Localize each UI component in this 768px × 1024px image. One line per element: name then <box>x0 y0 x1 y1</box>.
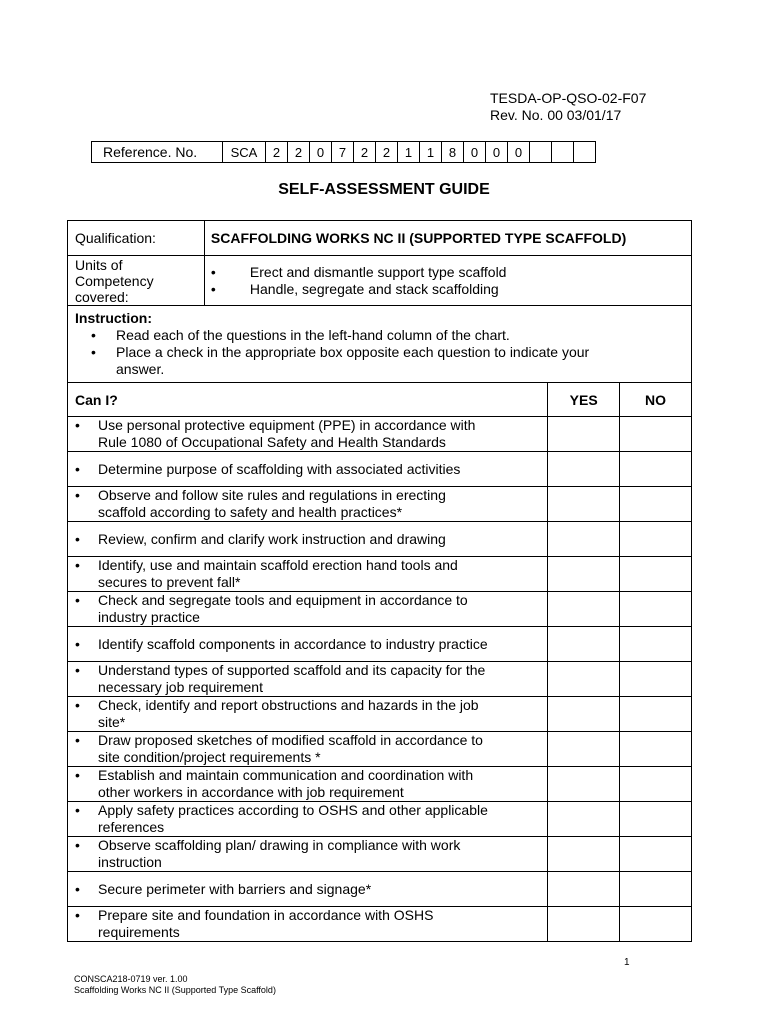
reference-digit: 2 <box>266 142 288 163</box>
yes-checkbox[interactable] <box>548 907 620 942</box>
checklist-row <box>68 732 692 767</box>
reference-digit: 2 <box>354 142 376 163</box>
bullet-icon: • <box>75 880 80 897</box>
footer-document-code: CONSCA218-0719 ver. 1.00 <box>74 974 188 984</box>
bullet-icon: • <box>75 460 80 477</box>
no-checkbox[interactable] <box>620 592 692 627</box>
checklist-row <box>68 592 692 627</box>
bullet-icon: • <box>75 635 80 652</box>
bullet-icon: • <box>75 907 80 923</box>
yes-checkbox[interactable] <box>548 732 620 767</box>
reference-label: Reference. No. <box>92 142 223 163</box>
no-checkbox[interactable] <box>620 697 692 732</box>
checklist-row <box>68 417 692 452</box>
revision-number: Rev. No. 00 03/01/17 <box>490 107 622 123</box>
yes-checkbox[interactable] <box>548 767 620 802</box>
checklist-row <box>68 522 692 557</box>
can-i-header: Can I? <box>68 383 548 417</box>
qualification-label: Qualification: <box>68 221 205 256</box>
yes-checkbox[interactable] <box>548 487 620 522</box>
instruction-item: • Read each of the questions in the left-hand column of the chart. <box>75 327 691 344</box>
question-text: Observe scaffolding plan/ drawing in compliance with work instruction <box>98 837 461 870</box>
yes-checkbox[interactable] <box>548 802 620 837</box>
question-text: Review, confirm and clarify work instruction and drawing <box>98 530 446 547</box>
no-checkbox[interactable] <box>620 767 692 802</box>
reference-digit: 0 <box>508 142 530 163</box>
question-text: Secure perimeter with barriers and signage* <box>98 880 372 897</box>
bullet-icon: • <box>75 530 80 547</box>
bullet-icon: • <box>75 732 80 748</box>
document-code <box>490 90 646 124</box>
question-text: Identify scaffold components in accordance to industry practice <box>98 635 488 652</box>
reference-prefix: SCA <box>223 142 266 163</box>
question-text: Understand types of supported scaffold and its capacity for the necessary job requirement <box>98 662 486 695</box>
yes-checkbox[interactable] <box>548 417 620 452</box>
yes-checkbox[interactable] <box>548 662 620 697</box>
instruction-item: • Place a check in the appropriate box opposite each question to indicate your answer. <box>75 344 691 378</box>
reference-digit: 0 <box>486 142 508 163</box>
checklist-row <box>68 487 692 522</box>
question-text: Establish and maintain communication and coordination with other workers in accordance with job requirement <box>98 767 474 800</box>
yes-checkbox[interactable] <box>548 697 620 732</box>
no-checkbox[interactable] <box>620 837 692 872</box>
reference-digit: 0 <box>464 142 486 163</box>
question-text: Apply safety practices according to OSHS and other applicable references <box>98 802 488 835</box>
question-text: Draw proposed sketches of modified scaffold in accordance to site condition/project requirements * <box>98 732 483 765</box>
units-row <box>68 256 692 306</box>
reference-digit <box>552 142 574 163</box>
bullet-icon: • <box>75 697 80 713</box>
bullet-icon: • <box>75 557 80 573</box>
unit-item: • Erect and dismantle support type scaffold <box>205 264 691 281</box>
checklist-row <box>68 837 692 872</box>
reference-digit: 2 <box>376 142 398 163</box>
checklist-row <box>68 907 692 942</box>
checklist-row <box>68 802 692 837</box>
yes-checkbox[interactable] <box>548 592 620 627</box>
bullet-icon: • <box>75 837 80 853</box>
no-checkbox[interactable] <box>620 662 692 697</box>
no-checkbox[interactable] <box>620 907 692 942</box>
checklist-row <box>68 872 692 907</box>
instruction-list <box>75 327 691 378</box>
bullet-icon: • <box>75 417 80 433</box>
yes-checkbox[interactable] <box>548 452 620 487</box>
yes-header: YES <box>548 383 620 417</box>
no-checkbox[interactable] <box>620 522 692 557</box>
reference-digit: 2 <box>288 142 310 163</box>
checklist-row <box>68 557 692 592</box>
question-text: Identify, use and maintain scaffold erection hand tools and secures to prevent fall* <box>98 557 458 590</box>
no-checkbox[interactable] <box>620 732 692 767</box>
units-cell <box>204 256 691 306</box>
reference-digit: 7 <box>332 142 354 163</box>
units-label: Units of Competency covered: <box>68 256 205 306</box>
bullet-icon: • <box>75 802 80 818</box>
unit-item: • Handle, segregate and stack scaffolding <box>205 281 691 298</box>
bullet-icon: • <box>75 592 80 608</box>
yes-checkbox[interactable] <box>548 872 620 907</box>
self-assessment-table <box>67 220 692 942</box>
instruction-cell <box>68 306 692 383</box>
reference-digit: 0 <box>310 142 332 163</box>
qualification-value: SCAFFOLDING WORKS NC II (SUPPORTED TYPE SCAFFOLD) <box>204 221 691 256</box>
reference-digit: 1 <box>420 142 442 163</box>
qualification-row <box>68 221 692 256</box>
question-text: Use personal protective equipment (PPE) in accordance with Rule 1080 of Occupational Safety and Health Standards <box>98 417 476 450</box>
no-checkbox[interactable] <box>620 802 692 837</box>
yes-checkbox[interactable] <box>548 522 620 557</box>
checklist-row <box>68 627 692 662</box>
reference-digit: 8 <box>442 142 464 163</box>
no-checkbox[interactable] <box>620 872 692 907</box>
question-text: Check and segregate tools and equipment in accordance to industry practice <box>98 592 468 625</box>
question-text: Determine purpose of scaffolding with associated activities <box>98 460 461 477</box>
no-checkbox[interactable] <box>620 487 692 522</box>
footer-qualification: Scaffolding Works NC II (Supported Type Scaffold) <box>74 985 276 995</box>
checklist-row <box>68 697 692 732</box>
yes-checkbox[interactable] <box>548 837 620 872</box>
reference-number-table <box>91 141 596 163</box>
no-checkbox[interactable] <box>620 452 692 487</box>
bullet-icon: • <box>75 487 80 503</box>
units-list <box>205 264 691 298</box>
instruction-row <box>68 306 692 383</box>
no-checkbox[interactable] <box>620 557 692 592</box>
no-header: NO <box>620 383 692 417</box>
page-footer <box>74 974 276 996</box>
question-text: Check, identify and report obstructions and hazards in the job site* <box>98 697 479 730</box>
reference-digit <box>574 142 596 163</box>
yes-checkbox[interactable] <box>548 557 620 592</box>
checklist-header-row <box>68 383 692 417</box>
checklist-row <box>68 662 692 697</box>
page-number: 1 <box>624 957 630 968</box>
instruction-label: Instruction: <box>75 310 152 326</box>
no-checkbox[interactable] <box>620 627 692 662</box>
bullet-icon: • <box>75 767 80 783</box>
page-title: SELF-ASSESSMENT GUIDE <box>278 181 490 198</box>
bullet-icon: • <box>75 662 80 678</box>
form-code: TESDA-OP-QSO-02-F07 <box>490 90 647 106</box>
reference-digit <box>530 142 552 163</box>
question-text: Observe and follow site rules and regulations in erecting scaffold according to safety and health practices* <box>98 487 446 520</box>
checklist-row <box>68 452 692 487</box>
no-checkbox[interactable] <box>620 417 692 452</box>
checklist-row <box>68 767 692 802</box>
yes-checkbox[interactable] <box>548 627 620 662</box>
reference-digit: 1 <box>398 142 420 163</box>
question-text: Prepare site and foundation in accordance with OSHS requirements <box>98 907 434 940</box>
